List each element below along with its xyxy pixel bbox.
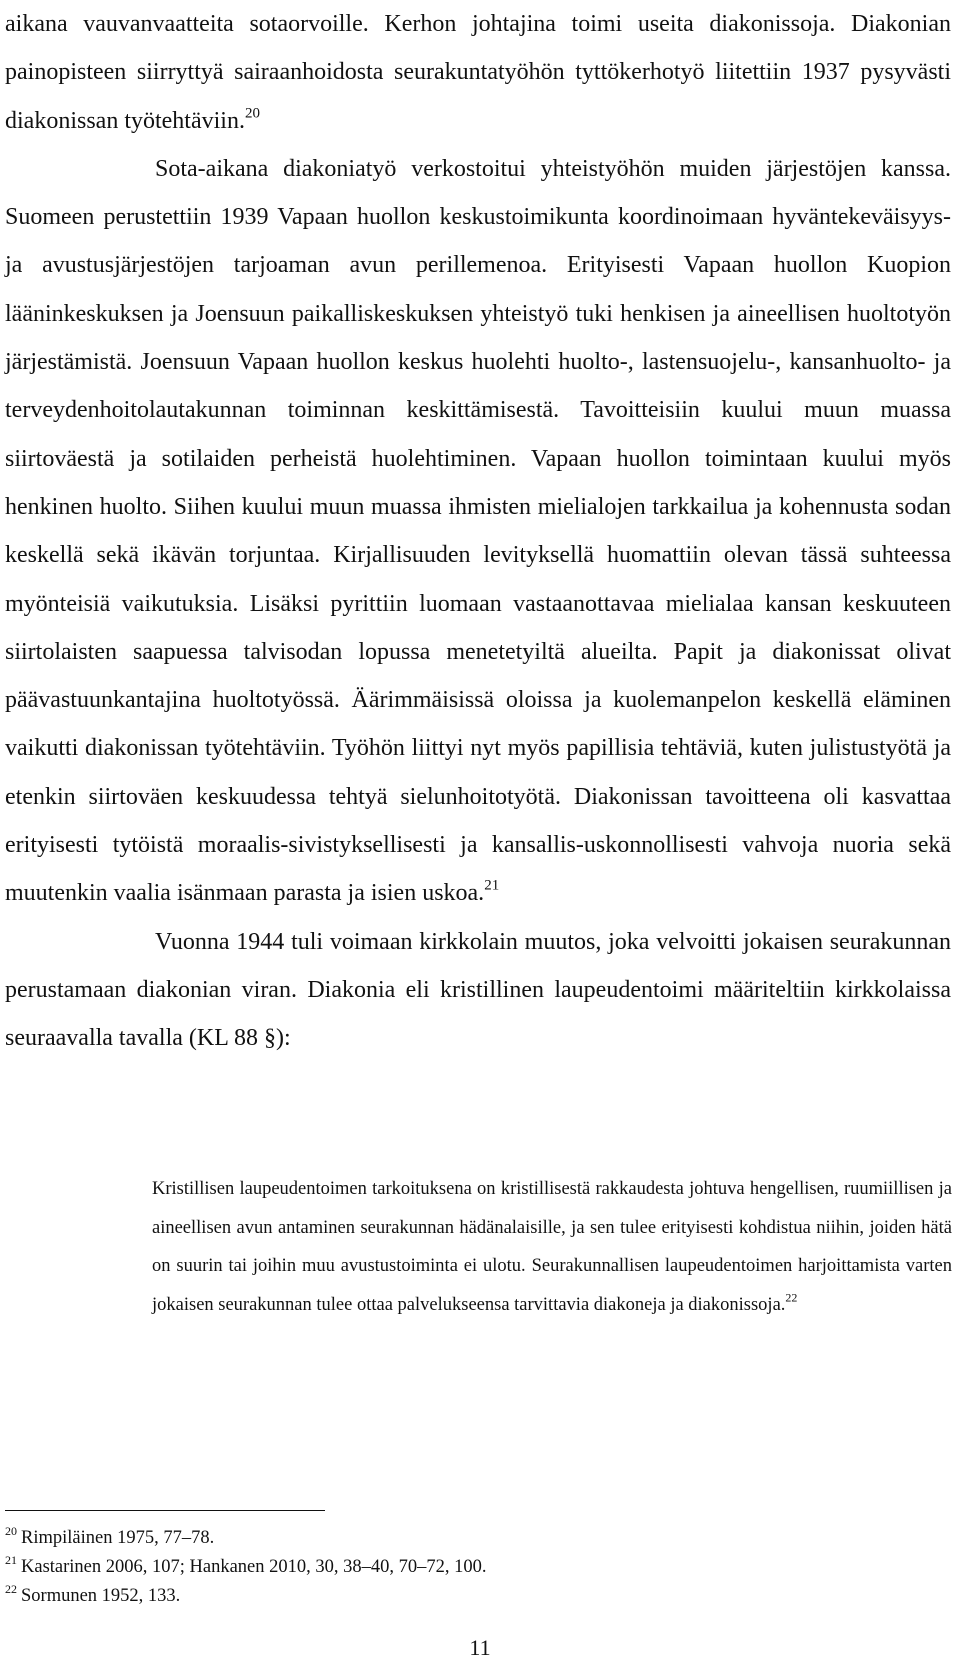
paragraph-3 — [5, 918, 951, 1063]
paragraph-2 — [5, 145, 951, 918]
paragraph-2-text: Sota-aikana diakoniatyö verkostoitui yhteistyöhön muiden järjestöjen kanssa. Suomeen perustettiin 1939 Vapaan huollon keskustoimikunta koordinoimaan hyväntekeväisyys- ja avustusjärjestöjen tarjoaman avun perillemenoa. Erityisesti Vapaan huollon Kuopion lääninkeskuksen ja Joensuun paikalliskeskuksen yhteistyö tuki henkisen ja aineellisen huoltotyön järjestämistä. Joensuun Vapaan huollon keskus huolehti huolto-, lastensuojelu-, kansanhuolto- ja terveydenhoitolautakunnan toiminnan keskittämisestä. Tavoitteisiin kuului muun muassa siirtoväestä ja sotilaiden perheistä huolehtiminen. Vapaan huollon toimintaan kuului myös henkinen huolto. Siihen kuului muun muassa ihmisten mielialojen tarkkailua ja kohennusta sodan keskellä sekä ikävän torjuntaa. Kirjallisuuden levityksellä huomattiin olevan tässä suhteessa myönteisiä vaikutuksia. Lisäksi pyrittiin luomaan vastaanottavaa mielialaa kansan keskuuteen siirtolaisten saapuessa talvisodan lopussa menetetyiltä alueilta. Papit ja diakonissat olivat päävastuunkantajina huoltotyössä. Äärimmäisissä oloissa ja kuolemanpelon keskellä eläminen vaikutti diakonissan työtehtäviin. Työhön liittyi nyt myös papillisia tehtäviä, kuten julistustyötä ja etenkin siirtoväen keskuudessa tehtyä sielunhoitotyötä. Diakonissan tavoitteena oli kasvattaa erityisesti tytöistä moraalis-sivistyksellisesti ja kansallis-uskonnollisesti vahvoja nuoria sekä muutenkin vaalia isänmaan parasta ja isien uskoa. — [5, 155, 951, 907]
block-quote-text: Kristillisen laupeudentoimen tarkoituksena on kristillisestä rakkaudesta johtuva hengellisen, ruumiillisen ja aineellisen avun antaminen seurakunnan hädänalaisille, ja sen tulee erityisesti kohdistua niihin, joiden hätä on suurin tai joihin muu avustustoiminta ei ulotu. Seurakunnallisen laupeudentoimen harjoittamista varten jokaisen seurakunnan tulee ottaa palvelukseensa tarvittavia diakoneja ja diakonissoja. — [152, 1179, 952, 1315]
footnote-number: 20 — [5, 1523, 17, 1538]
body-text — [5, 0, 951, 1063]
footnote-text: Sormunen 1952, 133. — [21, 1586, 181, 1606]
footnote-ref-22: 22 — [785, 1290, 798, 1305]
paragraph-1 — [5, 0, 951, 145]
paragraph-1-text: aikana vauvanvaatteita sotaorvoille. Kerhon johtajina toimi useita diakonissoja. Diakonian painopisteen siirryttyä sairaanhoidosta seurakuntatyöhön tyttökerhotyö liitettiin 1937 pysyvästi diakonissan työtehtäviin. — [5, 11, 951, 134]
footnote-22 — [5, 1582, 905, 1611]
footnote-text: Rimpiläinen 1975, 77–78. — [21, 1528, 215, 1548]
page-number: 11 — [469, 1635, 491, 1660]
footnote-ref-20: 20 — [244, 105, 260, 122]
paragraph-3-text: Vuonna 1944 tuli voimaan kirkkolain muutos, joka velvoitti jokaisen seurakunnan perustamaan diakonian viran. Diakonia eli kristillinen laupeudentoimi määriteltiin kirkkolaissa seuraavalla tavalla (KL 88 §): — [5, 928, 951, 1052]
footnote-20 — [5, 1524, 905, 1553]
footnote-number: 21 — [5, 1552, 17, 1567]
block-quote — [152, 1170, 952, 1324]
footnotes — [5, 1524, 905, 1611]
footnote-ref-21: 21 — [484, 877, 500, 894]
footnote-separator — [5, 1510, 325, 1511]
footnote-21 — [5, 1553, 905, 1582]
footnote-text: Kastarinen 2006, 107; Hankanen 2010, 30, 38–40, 70–72, 100. — [21, 1557, 487, 1577]
footnote-number: 22 — [5, 1581, 17, 1596]
